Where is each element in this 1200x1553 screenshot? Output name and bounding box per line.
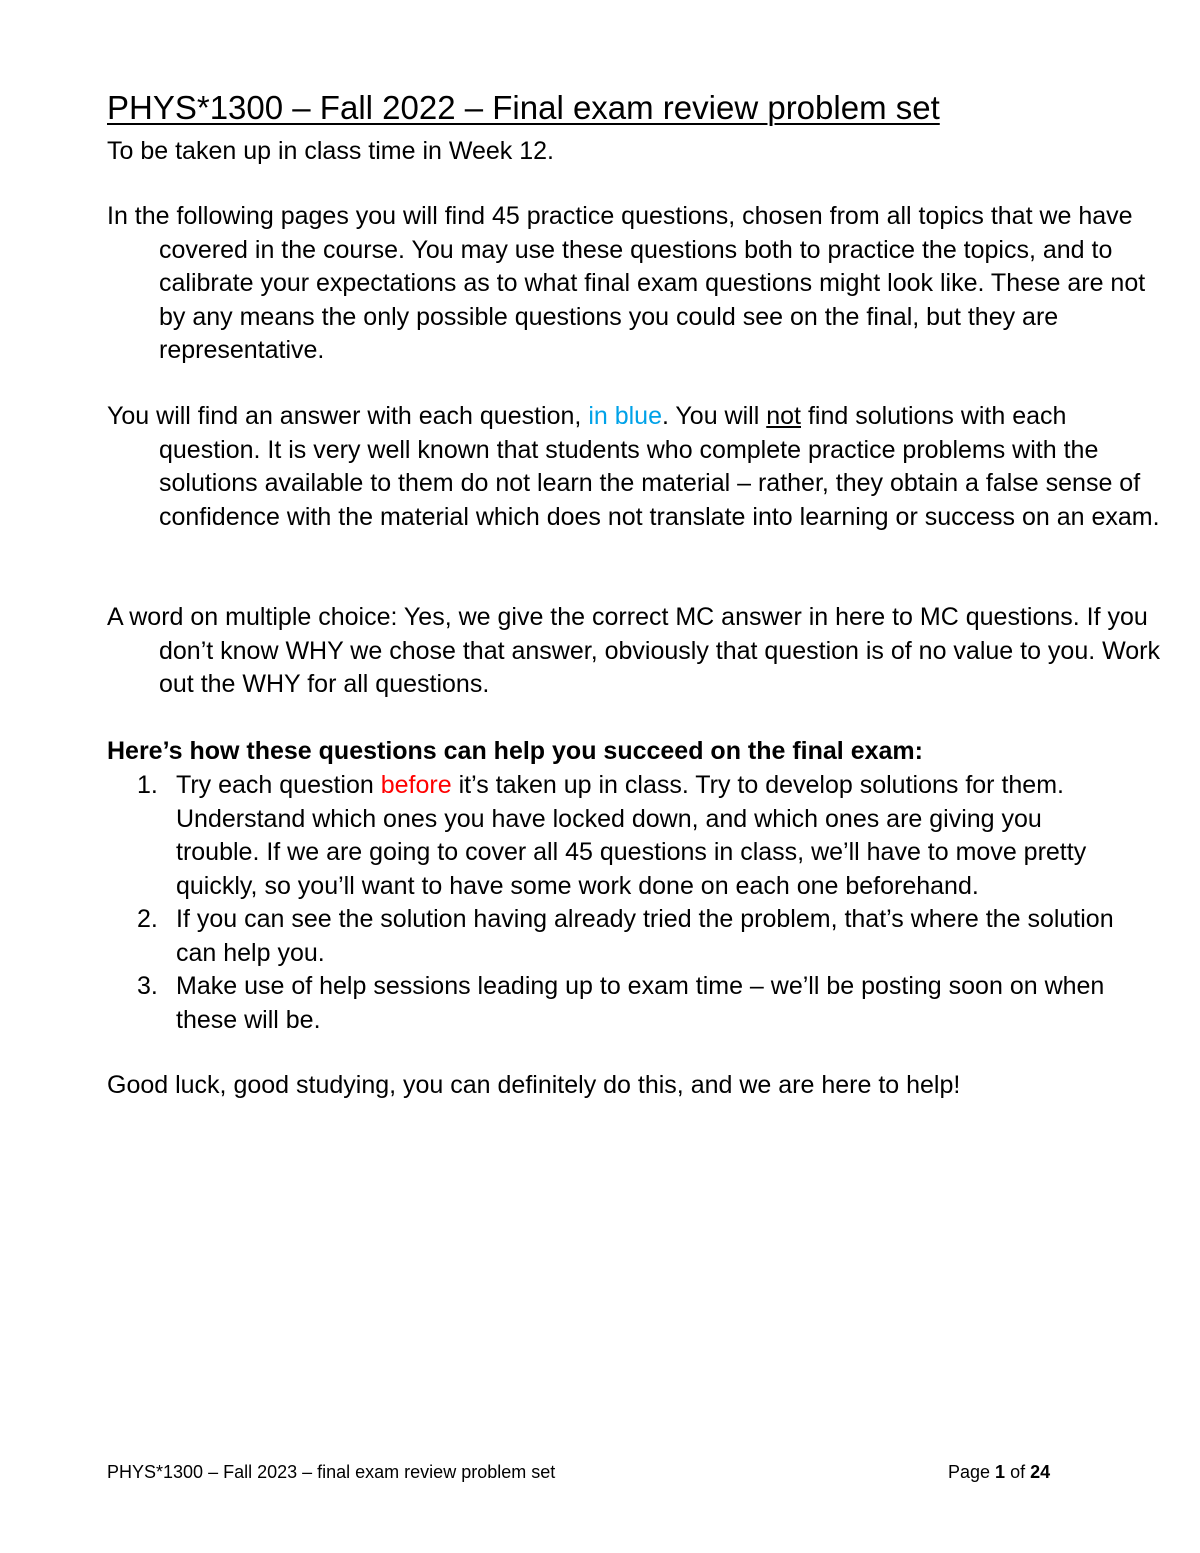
list-item-number: 2. <box>137 905 158 933</box>
page-label: Page <box>948 1462 996 1482</box>
total-pages: 24 <box>1030 1462 1051 1482</box>
help-heading: Here’s how these questions can help you succeed on the final exam: <box>107 737 923 765</box>
of-label: of <box>1005 1462 1031 1482</box>
page-number: 1 <box>995 1462 1006 1482</box>
step-text-end: it’s taken up in class. Try to develop solutions for them. Understand which ones you have locked down, and which ones are giving you trouble. If we are going to cover all 45 questions in class, we’ll have to move pretty quickly, so you’ll want to have some work done on each one beforehand. <box>176 771 1087 900</box>
in-blue-text: in blue <box>588 402 662 430</box>
list-item-number: 3. <box>137 972 158 1000</box>
document-subtitle: To be taken up in class time in Week 12. <box>107 137 554 165</box>
list-item <box>107 769 1117 903</box>
list-item <box>107 903 1117 970</box>
answers-paragraph <box>107 400 1169 534</box>
step-text-start: Try each question <box>176 771 381 799</box>
answers-text-end: find solutions with each question. It is very well known that students who complete practice problems with the solutions available to them do not learn the material – rather, they obtain a false sense of confidence with the material which does not translate into learning or success on an exam. <box>159 402 1160 531</box>
step-text: Make use of help sessions leading up to exam time – we’ll be posting soon on when these will be. <box>176 972 1105 1034</box>
answers-text-start: You will find an answer with each question, <box>107 402 589 430</box>
before-red-text: before <box>380 771 452 799</box>
multiple-choice-paragraph: A word on multiple choice: Yes, we give the correct MC answer in here to MC questions. If you don’t know WHY we chose that answer, obviously that question is of no value to you. Work out the WHY for all questions. <box>107 603 1161 699</box>
closing-line: Good luck, good studying, you can definitely do this, and we are here to help! <box>107 1071 961 1099</box>
not-underlined-text: not <box>766 402 801 430</box>
footer-course-label: PHYS*1300 – Fall 2023 – final exam review problem set <box>107 1462 556 1482</box>
intro-paragraph: In the following pages you will find 45 practice questions, chosen from all topics that we have covered in the course. You may use these questions both to practice the topics, and to calibrate your expectations as to what final exam questions might look like. These are not by any means the only possible questions you could see on the final, but they are representative. <box>107 202 1146 365</box>
list-item-number: 1. <box>137 771 158 799</box>
help-steps-list <box>107 769 1117 1037</box>
step-text: If you can see the solution having already tried the problem, that’s where the solution can help you. <box>176 905 1114 967</box>
footer-page-indicator <box>948 1460 1050 1484</box>
answers-text-middle: . You will <box>661 402 767 430</box>
document-title: PHYS*1300 – Fall 2022 – Final exam review problem set <box>107 89 940 126</box>
list-item <box>107 970 1117 1037</box>
